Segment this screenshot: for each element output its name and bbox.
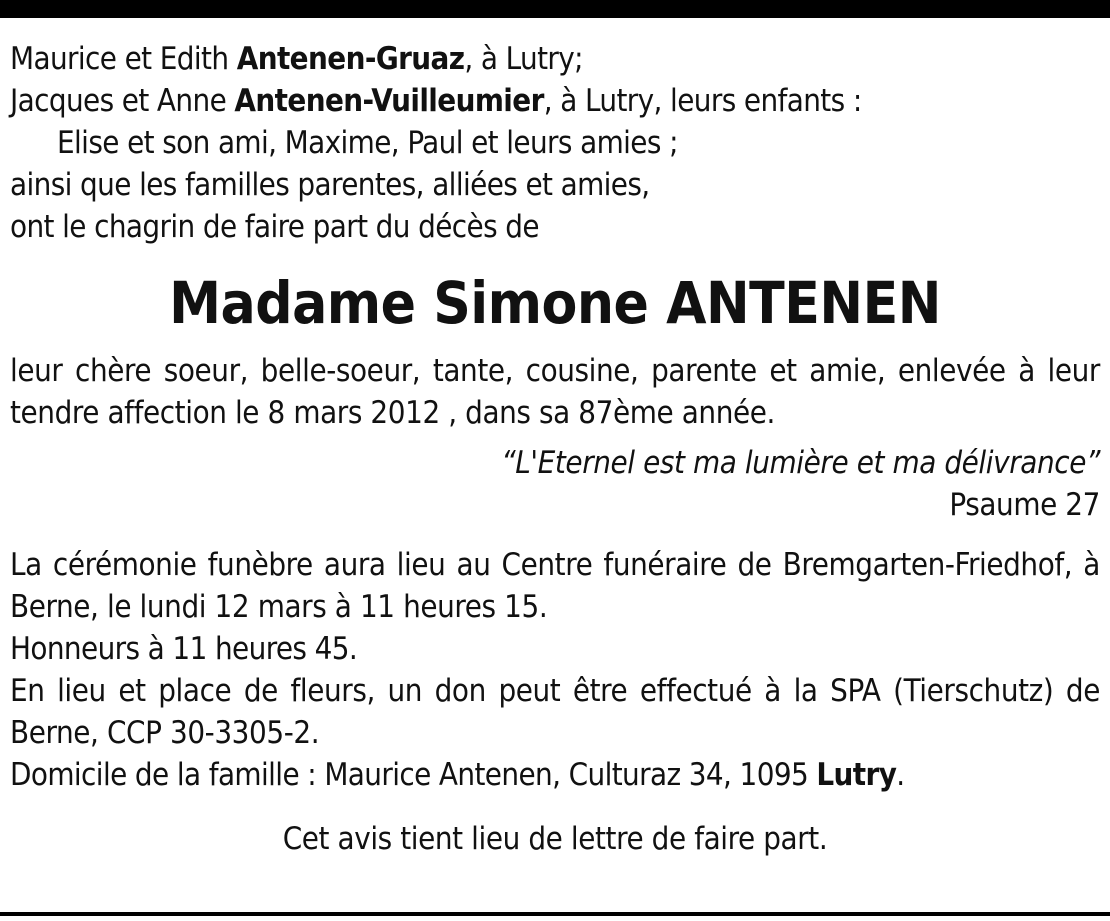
text-segment: .: [896, 757, 905, 793]
text-segment: Maurice et Edith: [10, 41, 237, 77]
family-line-4: ainsi que les familles parentes, alliées et amies,: [10, 167, 650, 203]
domicile-city: Lutry: [816, 757, 897, 793]
description-paragraph: leur chère soeur, belle-soeur, tante, cousine, parente et amie, enlevée à leur tendre affection le 8 mars 2012 , dans sa 87ème année.: [10, 353, 1100, 431]
donation-paragraph: En lieu et place de fleurs, un don peut être effectué à la SPA (Tierschutz) de Berne, CCP 30-3305-2.: [10, 673, 1100, 751]
text-segment: Jacques et Anne: [10, 83, 235, 119]
psalm-reference: Psaume 27: [949, 487, 1100, 523]
honneurs-line: Honneurs à 11 heures 45.: [10, 631, 358, 667]
text-segment: , à Lutry, leurs enfants :: [543, 83, 862, 119]
family-name: Antenen-Gruaz: [236, 41, 465, 77]
deceased-name: Madame Simone ANTENEN: [169, 269, 941, 337]
family-line-1: [10, 38, 1100, 80]
top-border-rule: [0, 0, 1110, 18]
bottom-border-rule: [0, 912, 1110, 916]
text-segment: Domicile de la famille : Maurice Antenen, Culturaz 34, 1095: [10, 757, 817, 793]
psalm-quote: “L'Eternel est ma lumière et ma délivrance”: [501, 445, 1100, 481]
family-name: Antenen-Vuilleumier: [234, 83, 544, 119]
obituary-notice: [10, 38, 1100, 860]
family-line-5: ont le chagrin de faire part du décès de: [10, 209, 539, 245]
footer-note: Cet avis tient lieu de lettre de faire part.: [282, 821, 828, 857]
family-line-3: Elise et son ami, Maxime, Paul et leurs amies ;: [57, 125, 678, 161]
domicile-line: [10, 754, 1100, 796]
ceremony-paragraph: La cérémonie funèbre aura lieu au Centre funéraire de Bremgarten-Friedhof, à Berne, le lundi 12 mars à 11 heures 15.: [10, 547, 1100, 625]
family-line-2: [10, 80, 1100, 122]
text-segment: , à Lutry;: [464, 41, 583, 77]
